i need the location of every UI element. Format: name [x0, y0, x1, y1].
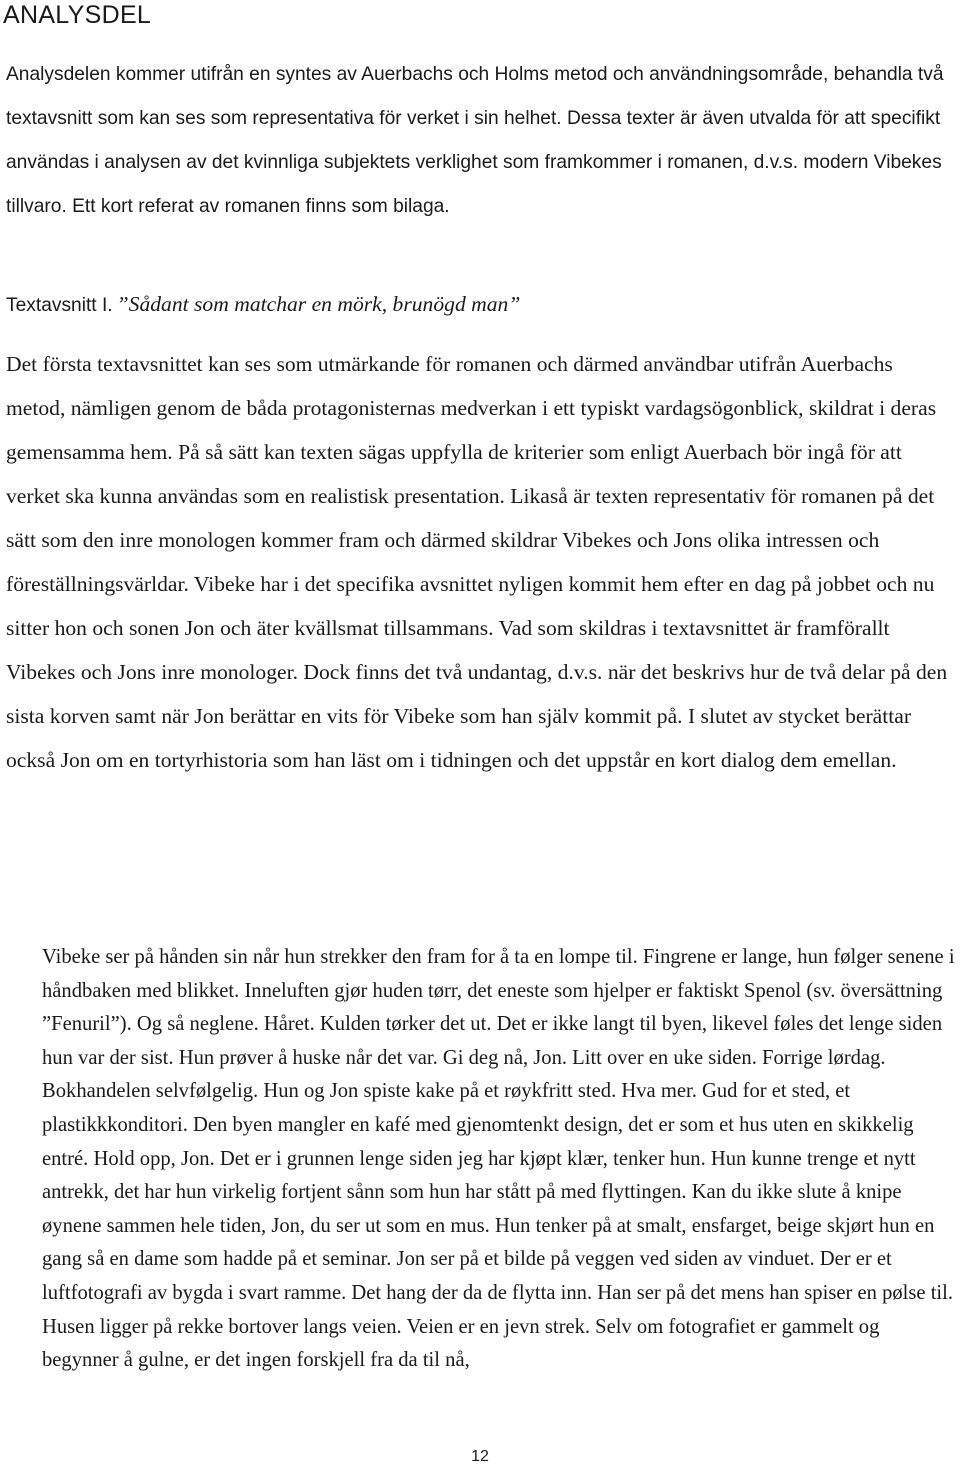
section-heading: ANALYSDEL — [3, 1, 152, 29]
subsection-quote-title: ”Sådant som matchar en mörk, brunögd man” — [116, 292, 521, 316]
subsection-title — [6, 282, 520, 329]
page-number: 12 — [471, 1448, 489, 1465]
intro-paragraph: Analysdelen kommer utifrån en syntes av Auerbachs och Holms metod och användningsområde, behandla två textavsnitt som kan ses som representativa för verket i sin helhet. Dessa texter är även utvalda för att specifikt användas i analysen av det kvinnliga subjektets verklighet som framkommer i romanen, d.v.s. modern Vibekes tillvaro. Ett kort referat av romanen finns som bilaga. — [6, 64, 944, 217]
analysis-paragraph: Det första textavsnittet kan ses som utmärkande för romanen och därmed användbar utifrån Auerbachs metod, nämligen genom de båda protagonisternas medverkan i ett typiskt vardagsögonblick, skildrat i deras gemensamma hem. På så sätt kan texten sägas uppfylla de kriterier som enligt Auerbach bör ingå för att verket ska kunna användas som en realistisk presentation. Likaså är texten representativ för romanen på det sätt som den inre monologen kommer fram och därmed skildrar Vibekes och Jons olika intressen och föreställningsvärldar. Vibeke har i det specifika avsnittet nyligen kommit hem efter en dag på jobbet och nu sitter hon och sonen Jon och äter kvällsmat tillsammans. Vad som skildras i textavsnittet är framförallt Vibekes och Jons inre monologer. Dock finns det två undantag, d.v.s. när det beskrivs hur de två delar på den sista korven samt när Jon berättar en vits för Vibeke som han själv kommit på. I slutet av stycket berättar också Jon om en tortyrhistoria som han läst om i tidningen och det uppstår en kort dialog dem emellan. — [6, 352, 948, 772]
subsection-label: Textavsnitt I. — [6, 295, 113, 316]
block-quote: Vibeke ser på hånden sin når hun strekker den fram for å ta en lompe til. Fingrene er lange, hun følger senene i håndbaken med blikket. Inneluften gjør huden tørr, det eneste som hjelper er faktiskt Spenol (sv. översättning ”Fenuril”). Og så neglene. Håret. Kulden tørker det ut. Det er ikke langt til byen, likevel føles det lenge siden hun var der sist. Hun prøver å huske når det var. Gi deg nå, Jon. Litt over en uke siden. Forrige lørdag. Bokhandelen selvfølgelig. Hun og Jon spiste kake på et røykfritt sted. Hva mer. Gud for et sted, et plastikkkonditori. Den byen mangler en kafé med gjenomtenkt design, det er som et hus uten en skikkelig entré. Hold opp, Jon. Det er i grunnen lenge siden jeg har kjøpt klær, tenker hun. Hun kunne trenge et nytt antrekk, det har hun virkelig fortjent sånn som hun har stått på med flyttingen. Kan du ikke slute å knipe øynene sammen hele tiden, Jon, du ser ut som en mus. Hun tenker på at smalt, ensfarget, beige skjørt hun en gang så en dame som hadde på et seminar. Jon ser på et bilde på veggen ved siden av vinduet. Der er et luftfotografi av bygda i svart ramme. Det hang der da de flytta inn. Han ser på det mens han spiser en pølse til. Husen ligger på rekke bortover langs veien. Veien er en jevn strek. Selv om fotografiet er gammelt og begynner å gulne, er det ingen forskjell fra da til nå, — [42, 946, 955, 1372]
